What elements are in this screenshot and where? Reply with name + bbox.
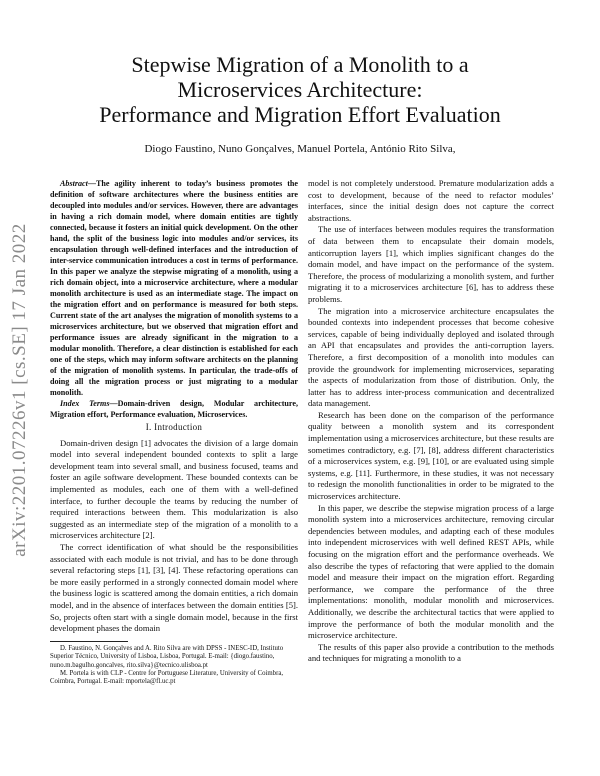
title-line: Stepwise Migration of a Monolith to a: [131, 52, 469, 77]
right-column: [308, 178, 554, 665]
paper-title: [70, 52, 530, 127]
paragraph: In this paper, we describe the stepwise migration process of a large monolith system into a microservices architecture, removing circular dependencies between modules, and adapting each of these modules into independent microservices with well defined REST APIs, while focusing on the migration effort and the performance overheads. We also describe the types of refactoring that were applied to the domain model and measure their impact on the migration effort. Regarding performance, we compare the performance of the three implementations: monolith, modular monolith and microservices. Additionally, we describe the architectural tactics that were applied to improve the performance of both the modular monolith and the microservice architecture.: [308, 502, 554, 641]
section-heading: I. Introduction: [145, 422, 203, 432]
paragraph: Domain-driven design [1] advocates the division of a large domain model into several independent bounded contexts to split a large development team into several small, and business focused, teams and foster an agile software development. These bounded contexts can be implemented as modules, each one of them with a well-defined interface, to further decouple the teams by reducing the number of required interactions between them. This modularization is also suggested as an intermediate step of the migration of a monolith to a microservices architecture [2].: [50, 437, 298, 541]
footnote-rule: [50, 641, 128, 642]
left-column: [50, 178, 298, 687]
index-terms-text: —Domain-driven design, Modular architecture, Migration effort, Performance evaluation, Microservices.: [50, 399, 298, 419]
title-line: Performance and Migration Effort Evaluation: [99, 102, 501, 127]
abstract: [50, 178, 298, 398]
index-terms-label: Index Terms: [60, 399, 110, 408]
paragraph: The migration into a microservice architecture encapsulates the bounded contexts into independent processes that become cohesive services, capable of being individually deployed and isolated through an API that encapsulates and provides the anti-corruption layers. Therefore, a first decomposition of a monolith into modules can provide the groundwork for implementing microservices, separating the aspects of modularization from those of distribution. Only, the latter has to address inter-process communication and decentralized data management.: [308, 305, 554, 409]
arxiv-identifier: [4, 220, 36, 560]
paragraph: Research has been done on the comparison of the performance quality between a monolith system and its correspondent implementation using a microservices architecture, but these results are sometimes contradictory, e.g. [7], [8], address different characteristics of a microservices system, e.g. [9], [10], or are evaluated using simple systems, e.g. [11]. Furthermore, in these studies, it was not necessary to redesign the monolith functionalities in order to be migrated to the microservices architecture.: [308, 409, 554, 502]
footnote: M. Portela is with CLP - Centre for Portuguese Literature, University of Coimbra, Coimbra, Portugal. E-mail: mportela@fl.uc.pt: [50, 669, 284, 686]
abstract-label: Abstract: [60, 179, 88, 188]
paragraph: The correct identification of what should be the responsibilities associated with each module is not trivial, and has to be done through several refactoring steps [1], [3], [4]. These refactoring operations can be more easily performed in a strongly connected domain model where the business logic is scattered among the domain entities, a rich domain model, and in the absence of interfaces between the domain entities [5]. So, projects often start with a single domain model, because in the first development phases the domain: [50, 541, 298, 634]
paragraph: The use of interfaces between modules requires the transformation of data between them to encapsulate their domain models, anticorruption layers [1], which implies significant changes do the domain model, and have impact on the performance of the system. Therefore, the process of modularizing a monolith system, and further migrating it to a microservices architecture [6], has to address these problems.: [308, 224, 554, 304]
paragraph: The results of this paper also provide a contribution to the methods and techniques for migrating a monolith to a: [308, 641, 554, 664]
arxiv-identifier-text: arXiv:2201.07226v1 [cs.SE] 17 Jan 2022: [9, 223, 30, 557]
paragraph: model is not completely understood. Premature modularization adds a cost to development, because of the need to refactor modules’ interfaces, since the initial design does not capture the correct abstractions.: [308, 178, 554, 223]
title-line: Microservices Architecture:: [177, 77, 423, 102]
footnote: D. Faustino, N. Gonçalves and A. Rito Silva are with DPSS - INESC-ID, Instituto Superior Técnico, University of Lisboa, Lisboa, Portugal. E-mail: {diogo.faustino, nuno.m.bagulho.goncalves, rito.silva}@tecnico.ulisboa.pt: [50, 644, 284, 669]
index-terms: [50, 398, 298, 420]
abstract-text: —The agility inherent to today’s business promotes the definition of software architectures where the business entities are decoupled into modules and/or services. However, there are advantages in having a rich domain model, where domain entities are tightly connected, because it fosters an initial quick development. On the other hand, the split of the business logic into modules and/or services, its encapsulation through well-defined interfaces and the introduction of inter-service communication introduces a cost in terms of performance. In this paper we analyze the stepwise migrating of a monolith, using a rich domain object, into a microservice architecture, where a modular monolith architecture is used as an intermediate stage. The impact on the migration effort and on performance is measured for both steps. Current state of the art analyses the migration of monolith systems to a microservices architecture, but we observed that migration effort and performance issues are already significant in the migration to a modular monolith. Therefore, a clear distinction is established for each one of the steps, which may inform software architects on the planning of the migration of monolith systems. In particular, the trade-offs of doing all the migration process or just migrating to a modular monolith.: [50, 179, 298, 397]
author-list: Diogo Faustino, Nuno Gonçalves, Manuel Portela, António Rito Silva,: [144, 143, 456, 155]
